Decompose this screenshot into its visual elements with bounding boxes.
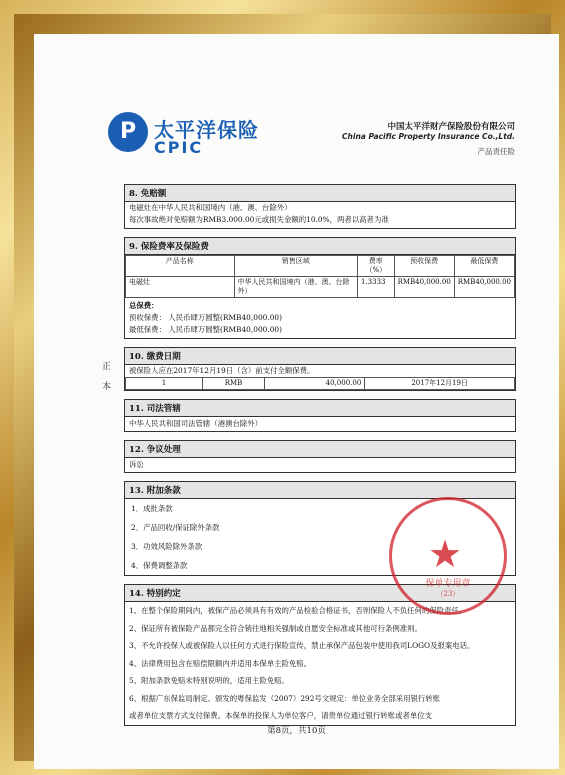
section-title: 9. 保险费率及保险费 (125, 238, 515, 255)
payment-table (125, 377, 515, 390)
logo-english: CPIC (154, 138, 204, 157)
policy-content (124, 184, 516, 734)
col-header: 产品名称 (126, 256, 235, 277)
section-title: 13. 附加条款 (125, 482, 515, 499)
deductible-line-1: 电磁灶在中华人民共和国境内（港、澳、台除外） (129, 203, 292, 212)
table-cell: 1.3333 (358, 277, 395, 298)
col-header: 最低保费 (454, 256, 514, 277)
special-item: 6、根据广东保监局制定、颁发的粤保监发（2007）292号文规定：单位业务全部采用银行转账 (129, 693, 441, 703)
company-seal (389, 497, 507, 615)
section-title: 11. 司法管辖 (125, 400, 515, 417)
document-type: 产品责任险 (477, 147, 515, 156)
section-premium (124, 237, 516, 339)
special-item: 5、附加条款免赔未特别说明的，适用主险免赔。 (129, 676, 289, 685)
advance-premium: 预收保费： 人民币肆万圆整(RMB40,000.00) (129, 313, 282, 322)
col-header: 销售区域 (234, 256, 357, 277)
table-cell: 中华人民共和国境内（港、澳、台除外） (234, 277, 357, 298)
special-item: 4、法律费用包含在赔偿限额内并适用本保单主险免赔。 (129, 658, 312, 668)
cpic-logo (108, 112, 288, 164)
table-cell: 40,000.00 (265, 378, 365, 390)
section-title: 8. 免赔额 (125, 185, 515, 202)
table-cell: RMB (203, 378, 265, 390)
clause-item: 1．成批条款 (131, 504, 173, 513)
logo-chinese: 太平洋保险 (154, 118, 259, 142)
jurisdiction-text: 中华人民共和国司法管辖（港澳台除外） (129, 419, 263, 428)
section-title: 12. 争议处理 (125, 441, 515, 458)
frame-inner (14, 14, 551, 761)
seal-number: （23） (436, 590, 460, 598)
cpic-logo-icon: P (108, 112, 148, 152)
minimum-premium: 最低保费： 人民币肆万圆整(RMB40,000.00) (129, 325, 282, 334)
table-cell: RMB40,000.00 (454, 277, 514, 298)
document-page (34, 34, 559, 769)
section-payment-date (124, 347, 516, 391)
section-title: 14. 特别约定 (125, 585, 515, 602)
col-header: 费率（%） (358, 256, 395, 277)
special-item: 或者单位支票方式支付保费。本保单的投保人为单位客户，请贵单位通过银行转账或者单位支 (129, 711, 433, 720)
special-item: 2、保证所有被保险产品都完全符合销往地相关强制或自愿安全标准或其他可行条例准则。 (129, 623, 422, 633)
section-title: 10. 缴费日期 (125, 348, 515, 365)
seal-star-icon: ★ (428, 532, 463, 576)
table-cell: 电磁灶 (126, 277, 235, 298)
special-item: 1、在整个保险期间内，被保产品必须具有有效的产品检验合格证书，否则保险人不负任何的保险责任。 (129, 606, 467, 615)
premium-table (125, 255, 515, 298)
clause-item: 2．产品回收/保证除外条款 (131, 523, 220, 532)
special-item: 3、不允许投保人或被保险人以任何方式进行保险宣传，禁止承保产品包装中使用我司LOGO及报案电话。 (129, 641, 475, 650)
clause-item: 3．功效风险除外条款 (131, 542, 203, 551)
total-premium-label: 总保费： (129, 301, 159, 310)
table-cell: RMB40,000.00 (394, 277, 454, 298)
table-cell: 2017年12月19日 (365, 378, 515, 390)
side-mark-1: 正 (102, 362, 112, 372)
table-cell: 1 (126, 378, 203, 390)
col-header: 预收保费 (394, 256, 454, 277)
section-dispute (124, 440, 516, 473)
payment-intro: 被保险人应在2017年12月19日（含）前支付全额保费。 (129, 366, 315, 375)
page-number: 第8页，共10页 (267, 726, 326, 736)
dispute-text: 诉讼 (129, 460, 144, 469)
deductible-line-2: 每次事故绝对免赔额为RMB3,000.00元或损失金额的10.0%，两者以高者为准 (129, 215, 389, 224)
seal-text: 保单专用章 (425, 579, 471, 589)
company-name-cn: 中国太平洋财产保险股份有限公司 (387, 122, 515, 132)
section-jurisdiction (124, 399, 516, 432)
clause-item: 4．保费调整条款 (131, 561, 188, 570)
section-deductible (124, 184, 516, 229)
side-mark-2: 本 (102, 382, 112, 392)
company-name-en: China Pacific Property Insurance Co.,Ltd. (342, 132, 515, 141)
